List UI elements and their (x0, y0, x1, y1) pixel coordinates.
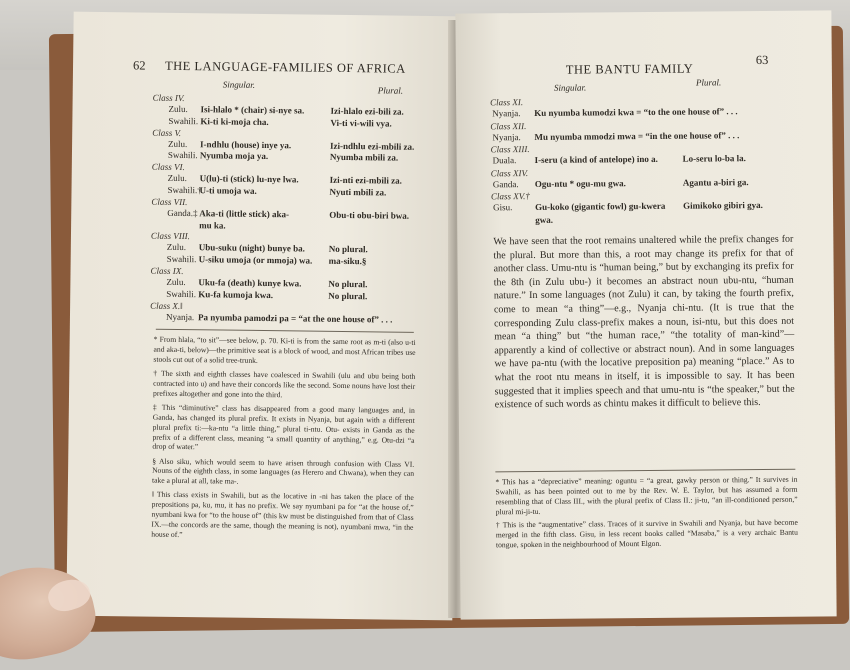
language-label: Swahili. (166, 254, 197, 265)
language-label: Zulu. (166, 276, 186, 288)
language-label: Nyanja. (492, 131, 521, 142)
language-label: Ganda.‡ (167, 207, 198, 218)
class-heading: Class VIII. (150, 231, 191, 242)
singular-form: Ubu-suku (night) bunye ba. (198, 242, 305, 254)
plural-form: Nyuti mbili za. (329, 186, 387, 198)
language-label: Zulu. (168, 103, 188, 115)
footnote-rule (156, 329, 414, 333)
language-label: Ganda. (492, 178, 519, 189)
class-heading: Class XIII. (490, 144, 530, 155)
plural-form: Obu-ti obu-biri bwa. (329, 209, 410, 221)
plural-form: Izi-nti ezi-mbili za. (329, 174, 402, 186)
class-heading: Class IV. (152, 92, 185, 104)
language-label: Zulu. (168, 138, 188, 149)
class-heading: Class XII. (490, 120, 527, 131)
class-heading: Class IX. (150, 265, 184, 277)
language-label: Zulu. (166, 242, 187, 253)
singular-form: Ogu-ntu * ogu-mu gwa. (534, 177, 626, 189)
singular-form: Aka-ti (little stick) aka- (199, 208, 290, 220)
plural-form: Izi-hlalo ezi-bili za. (330, 105, 404, 117)
language-label: Swahili. (168, 115, 199, 126)
plural-form: No plural. (328, 278, 368, 290)
language-label: Nyanja. (165, 311, 195, 322)
plural-form: Lo-seru lo-ba la. (682, 153, 746, 164)
singular-form: Uku-fa (death) kunye kwa. (198, 277, 302, 289)
left-page (66, 12, 459, 621)
singular-form: Gu-koko (gigantic fowl) gu-kwera (535, 200, 666, 212)
page-number-right: 63 (755, 52, 769, 68)
plural-form: Nyumba mbili za. (329, 152, 399, 164)
singular-form: gwa. (535, 214, 553, 225)
singular-form: Isi-hlalo * (chair) si-nye sa. (200, 104, 305, 116)
class-heading: Class VII. (151, 196, 188, 207)
body-paragraph: We have seen that the root remains unaltered while the prefix changes for the plural. But more than this, a root may change its prefix for that of another class. Umu-ntu is “human being,” but by exchanging its prefix for the 8th (in Zulu ubu-) it becomes an abstract noun ubu-ntu, “human nature.” In some languages (not Zulu) it can, by taking the fourth prefix, come to mean “a thing”—e.g., Nyanja chi-ntu. (It is true that the corresponding Zulu class-prefix makes a noun, isi-ntu, but this does not mean “a thing” but “the human race,” “the totality of man-kind”—apparently a kind of collective or abstract noun). And in some languages we have pa-ntu (with the locative preposition pa) meaning “place.” As to what the root ntu means in itself, it is impossible to say. It has been suggested that it implies speech and that umu-ntu is “the speaker,” but the existence of such words as chintu makes it difficult to believe this. (493, 233, 795, 411)
class-heading: Class X.‖ (150, 300, 183, 311)
footnote-rule-right (495, 469, 795, 473)
language-label: Gisu. (493, 202, 513, 213)
singular-form: I-ndhlu (house) inye ya. (200, 138, 292, 150)
footnote: * This has a “depreciative” meaning: oguntu = “a great, gawky person or thing.” It survives in Swahili, as has been pointed out to me by the Rev. W. E. Taylor, but has assumed a form resembling that of Class III., with the plural prefix of Class II.: ji-tu, “an ill-conditioned person,” plural mi-ji-tu. (495, 474, 798, 517)
class-heading: Class V. (152, 127, 182, 138)
footnote: ‡ This “diminutive” class has disappeared from a good many languages and, in Ganda, has changed its plural prefix. It exists in Nyanja, but again with a different plural prefix ti:—ka-ntu “a little thing,” plural ti-ntu. Otu- exists in Ganda as the prefix of a different class, meaning “a small quantity of anything,” e.g. Otu-dzi “a drop of water.” (152, 402, 415, 452)
footnote: § Also siku, which would seem to have arisen through confusion with Class VI. Nouns of the eighth class, in some languages (as Herero and Chwana), when they can take a plural at all, take ma-. (151, 456, 415, 487)
singular-form: Ku-fa kumoja kwa. (198, 289, 274, 300)
class-heading: Class VI. (151, 161, 185, 173)
column-head-plural: Plural. (377, 85, 404, 96)
singular-form: Ku nyumba kumodzi kwa = “to the one house of” . . . (534, 106, 738, 118)
singular-form: U(lu)-ti (stick) lu-nye lwa. (199, 173, 299, 185)
column-head-plural-right: Plural. (695, 77, 722, 88)
class-heading: Class XI. (490, 97, 524, 108)
class-heading: Class XIV. (490, 167, 529, 178)
footnote: † This is the “augmentative” class. Traces of it survive in Swahili and Nyanja, but have become merged in the fifth class. Gisu, in less recent books called “Masaba,” is a very archaic Bantu tongue, spoken in the neighbourhood of Mount Elgon. (495, 517, 798, 550)
language-label: Zulu. (167, 173, 187, 184)
column-head-singular: Singular. (222, 79, 256, 90)
singular-form: U-ti umoja wa. (199, 185, 257, 196)
language-label: Swahili. (167, 150, 198, 161)
language-label: Swahili. (166, 288, 197, 299)
singular-form: Pa nyumba pamodzi pa = “at the one house of” . . . (197, 311, 393, 325)
footnote: * From hlala, “to sit”—see below, p. 70. Ki-ti is from the same root as m-ti (also u-ti and aka-ti, below)—the primitive seat is a block of wood, and most African tribes use stools cut out of a solid tree-trunk. (153, 334, 416, 365)
column-head-singular-right: Singular. (553, 82, 587, 93)
footnote: † The sixth and eighth classes have coalesced in Swahili (ulu and ubu being both contracted into u) and have their concords like the second. Some nouns have lost their prefixes altogether and gone into the third. (152, 368, 416, 399)
language-label: Swahili.† (167, 184, 202, 196)
singular-form: Ki-ti ki-moja cha. (200, 116, 269, 127)
language-label: Duala. (492, 155, 517, 166)
running-header-left: THE LANGUAGE-FAMILIES OF AFRICA (164, 58, 406, 76)
plural-form: Gimikoko gibiri gya. (683, 199, 763, 211)
singular-form: I-seru (a kind of antelope) ino a. (534, 153, 658, 165)
page-number-left: 62 (132, 58, 146, 73)
running-header-right: THE BANTU FAMILY (565, 61, 694, 77)
singular-form: mu ka. (199, 219, 226, 231)
plural-form: Agantu a-biri ga. (682, 176, 749, 188)
plural-form: ma-siku.§ (328, 255, 367, 267)
singular-form: Nyumba moja ya. (199, 150, 269, 162)
singular-form: U-siku umoja (or mmoja) wa. (198, 254, 313, 266)
plural-form: No plural. (328, 290, 368, 302)
footnote: ‖ This class exists in Swahili, but as the locative in -ni has taken the place of the prepositions pa, ku, mu, it has no prefix. We say nyumbani pa for “at the house of,” nyumbani kwa for “to the house of” (this kw must be distinguished from that of Class IX.—the concords are the same, though the meaning is not), nyumbani mwa, “in the house of.” (151, 490, 414, 540)
class-heading: Class XV.† (490, 191, 530, 202)
singular-form: Mu nyumba mmodzi mwa = “in the one house of” . . . (534, 129, 740, 142)
plural-form: Izi-ndhlu ezi-mbili za. (330, 140, 415, 152)
language-label: Nyanja. (492, 108, 521, 119)
right-page (455, 10, 836, 619)
plural-form: Vi-ti vi-wili vya. (330, 117, 392, 129)
plural-form: No plural. (328, 244, 368, 255)
